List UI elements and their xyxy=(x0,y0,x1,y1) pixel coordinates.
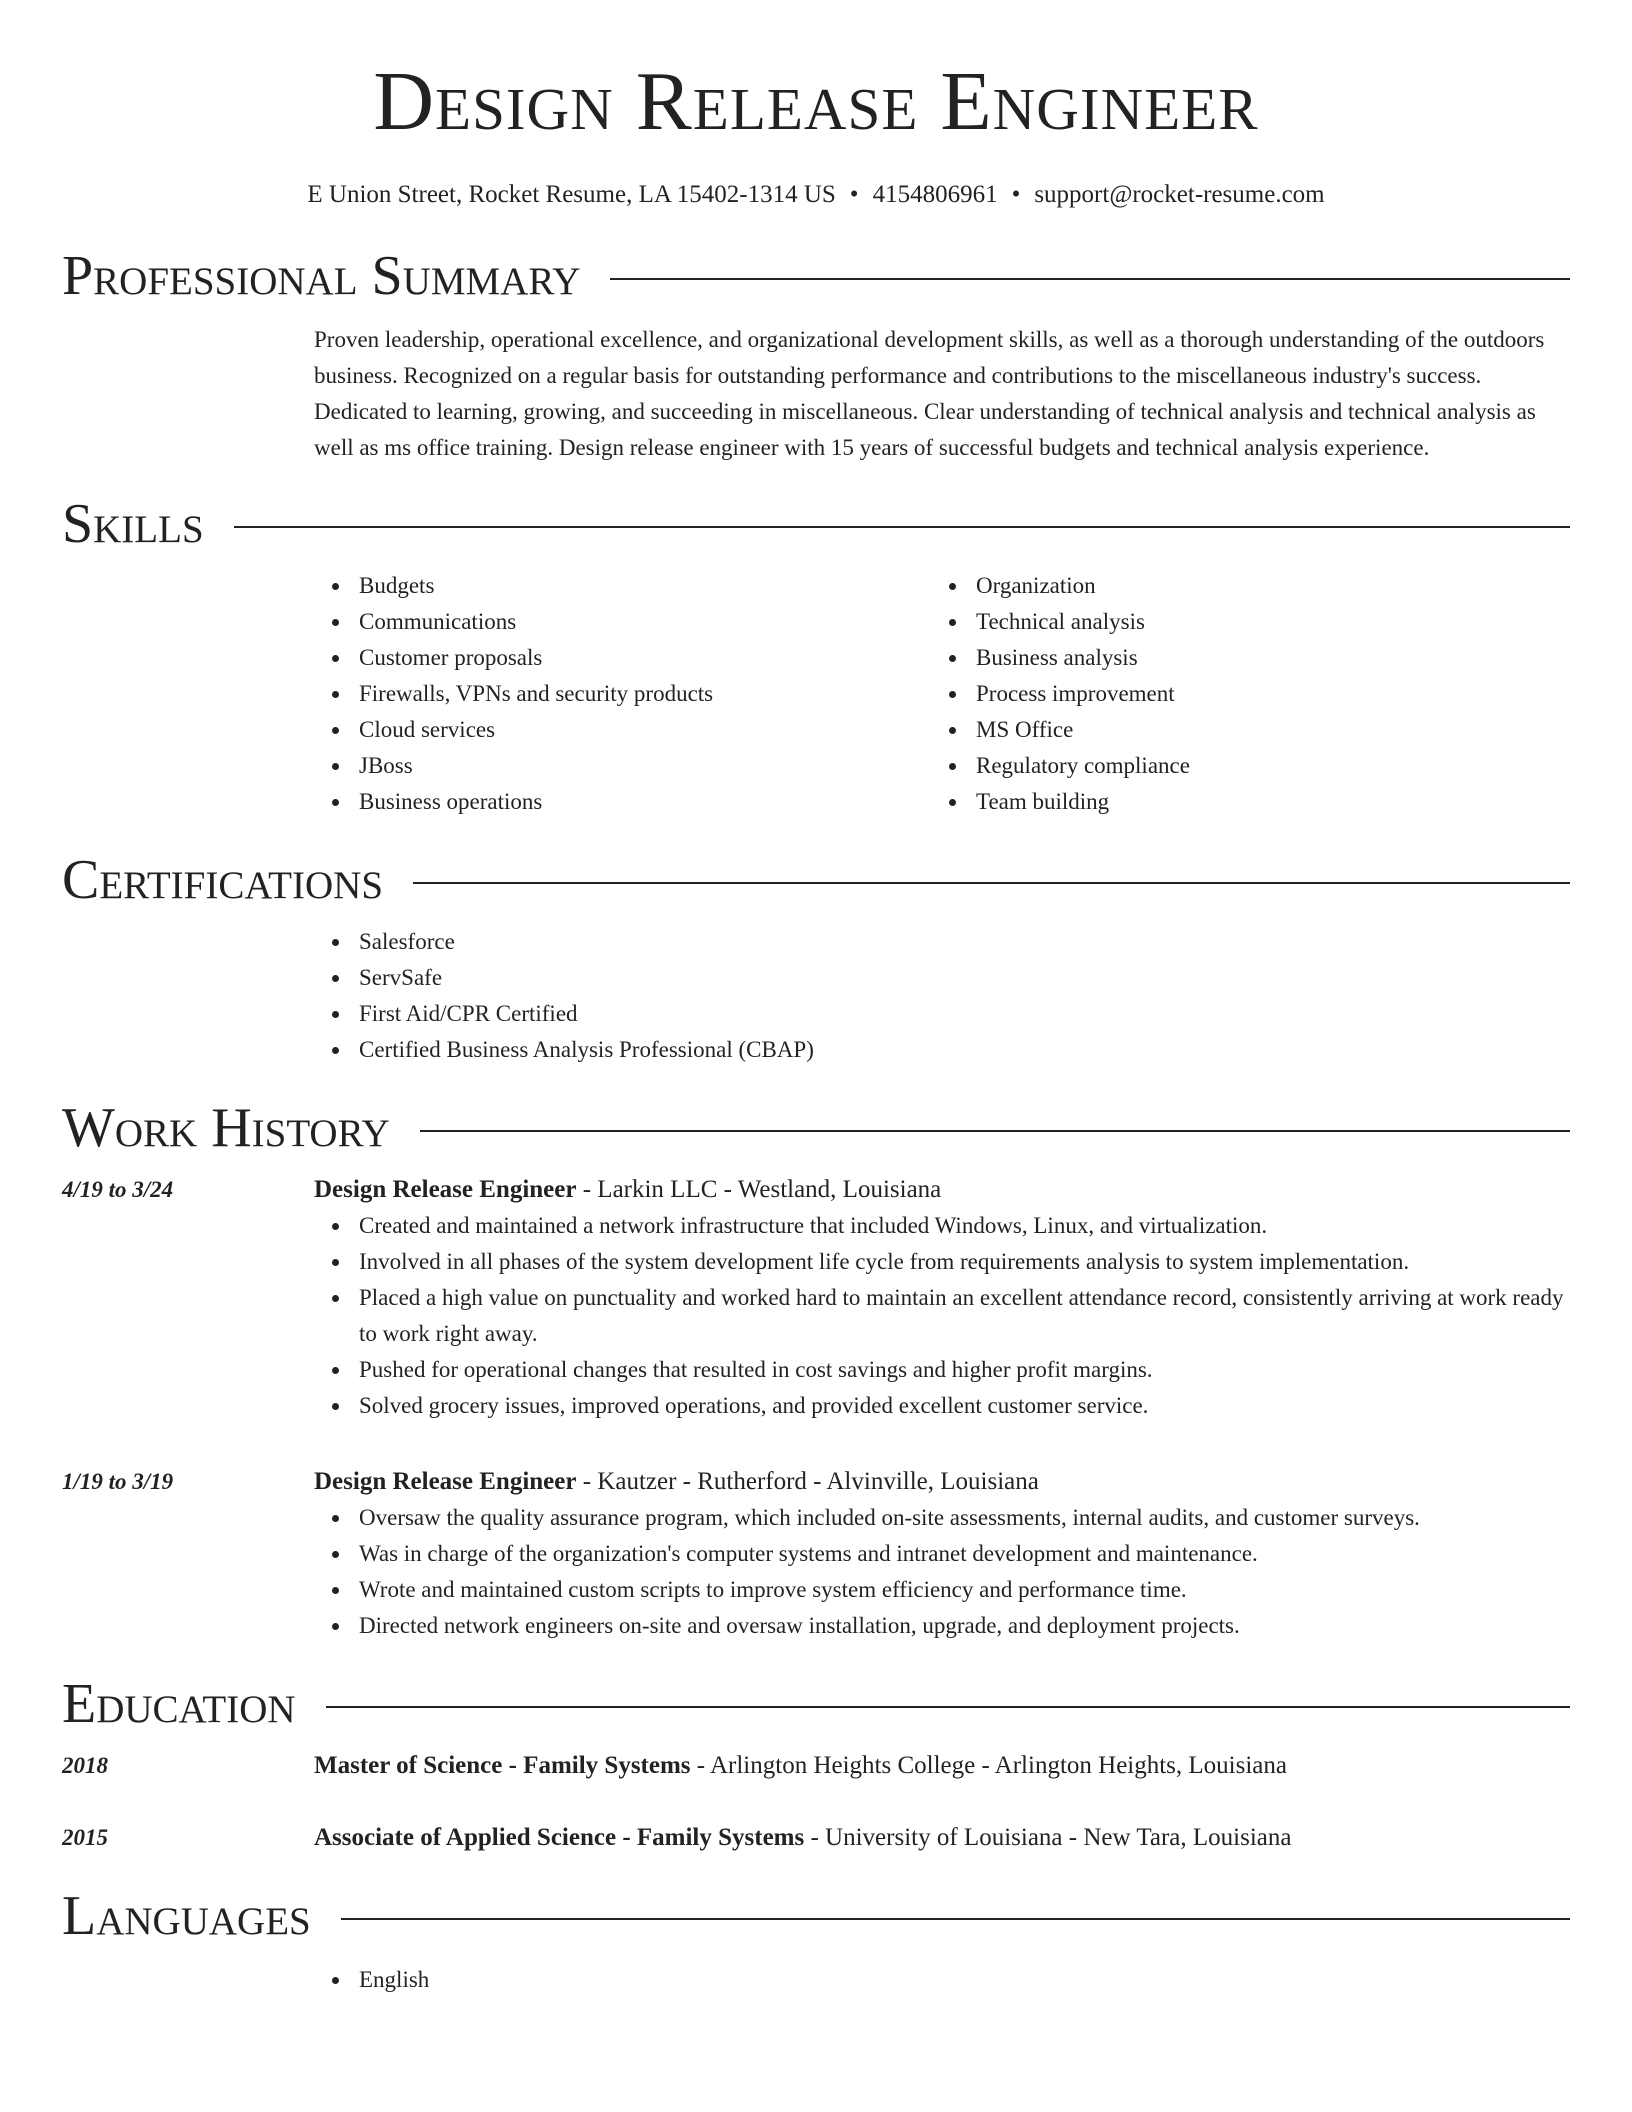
summary-text: Proven leadership, operational excellence, and organizational development skills, as well as a thorough understanding of the outdoors business. Recognized on a regular basis for outstanding performance and contributions to the miscellaneous industry's success. Dedicated to learning, growing, and succeeding in miscellaneous. Clear understanding of technical analysis and technical analysis as well as ms office training. Design release engineer with 15 years of successful budgets and technical analysis experience. xyxy=(314,327,1545,460)
job-entry xyxy=(62,1464,1570,1644)
contact-separator: • xyxy=(849,181,859,208)
education-entry xyxy=(62,1820,1570,1856)
skills-grid xyxy=(314,568,1570,820)
job-entry xyxy=(62,1172,1570,1424)
skills-column-left xyxy=(314,568,931,820)
job-dates: 4/19 to 3/24 xyxy=(62,1177,174,1202)
section-header xyxy=(62,1098,1570,1158)
summary-section xyxy=(62,246,1570,466)
job-bullet: Involved in all phases of the system development life cycle from requirements analysis to system implementation. xyxy=(359,1244,1570,1280)
section-title-skills: Skills xyxy=(62,493,204,555)
job-main xyxy=(314,1464,1570,1644)
section-title-summary: Professional Summary xyxy=(62,245,581,307)
education-degree: Associate of Applied Science - Family Systems xyxy=(314,1824,805,1851)
skill-item: Customer proposals xyxy=(359,640,931,676)
job-company-location: - Larkin LLC - Westland, Louisiana xyxy=(576,1176,942,1203)
job-role: Design Release Engineer xyxy=(314,1176,577,1203)
skill-item: MS Office xyxy=(976,712,1548,748)
languages-list-wrap xyxy=(314,1962,1570,1998)
education-heading xyxy=(314,1820,1291,1856)
education-heading xyxy=(314,1748,1287,1784)
job-bullet: Placed a high value on punctuality and worked hard to maintain an excellent attendance record, consistently arriving at work ready to work right away. xyxy=(359,1280,1570,1352)
language-item: English xyxy=(359,1962,1570,1998)
certifications-list-wrap xyxy=(314,924,1570,1068)
contact-email: support@rocket-resume.com xyxy=(1034,181,1325,208)
section-title-certifications: Certifications xyxy=(62,849,384,911)
section-title-languages: Languages xyxy=(62,1885,311,1947)
certification-item: ServSafe xyxy=(359,960,1570,996)
section-header xyxy=(62,494,1570,554)
education-school-location: - University of Louisiana - New Tara, Louisiana xyxy=(804,1824,1292,1851)
education-section xyxy=(62,1674,1570,1856)
education-year: 2015 xyxy=(62,1825,108,1850)
certification-item: Salesforce xyxy=(359,924,1570,960)
job-heading xyxy=(314,1464,1570,1500)
job-bullets xyxy=(314,1500,1570,1644)
skills-list-left xyxy=(314,568,931,820)
skill-item: Regulatory compliance xyxy=(976,748,1548,784)
job-main xyxy=(314,1172,1570,1424)
job-bullet: Was in charge of the organization's computer systems and intranet development and maintenance. xyxy=(359,1536,1570,1572)
job-bullet: Wrote and maintained custom scripts to improve system efficiency and performance time. xyxy=(359,1572,1570,1608)
languages-section xyxy=(62,1886,1570,1998)
education-degree: Master of Science - Family Systems xyxy=(314,1752,691,1779)
education-year: 2018 xyxy=(62,1753,108,1778)
contact-separator: • xyxy=(1011,181,1021,208)
job-bullet: Pushed for operational changes that resulted in cost savings and higher profit margins. xyxy=(359,1352,1570,1388)
work-history-section xyxy=(62,1098,1570,1644)
section-header xyxy=(62,1674,1570,1734)
skill-item: Firewalls, VPNs and security products xyxy=(359,676,931,712)
skill-item: Business operations xyxy=(359,784,931,820)
section-divider xyxy=(420,1130,1570,1132)
skill-item: Process improvement xyxy=(976,676,1548,712)
contact-address: E Union Street, Rocket Resume, LA 15402-1314 US xyxy=(307,181,836,208)
section-divider xyxy=(610,278,1570,280)
certifications-list xyxy=(314,924,1570,1068)
job-dates: 1/19 to 3/19 xyxy=(62,1469,174,1494)
section-title-education: Education xyxy=(62,1673,296,1735)
section-header xyxy=(62,1886,1570,1946)
job-company-location: - Kautzer - Rutherford - Alvinville, Louisiana xyxy=(576,1468,1039,1495)
section-divider xyxy=(341,1918,1570,1920)
certification-item: Certified Business Analysis Professional (CBAP) xyxy=(359,1032,1570,1068)
certification-item: First Aid/CPR Certified xyxy=(359,996,1570,1032)
skill-item: Organization xyxy=(976,568,1548,604)
job-bullet: Solved grocery issues, improved operations, and provided excellent customer service. xyxy=(359,1388,1570,1424)
skills-section xyxy=(62,494,1570,820)
skill-item: Team building xyxy=(976,784,1548,820)
skill-item: Communications xyxy=(359,604,931,640)
languages-list xyxy=(314,1962,1570,1998)
section-header xyxy=(62,850,1570,910)
skills-column-right xyxy=(931,568,1548,820)
section-header xyxy=(62,246,1570,306)
skills-list-right xyxy=(931,568,1548,820)
skill-item: Budgets xyxy=(359,568,931,604)
contact-phone: 4154806961 xyxy=(872,181,998,208)
job-bullets xyxy=(314,1208,1570,1424)
job-role: Design Release Engineer xyxy=(314,1468,577,1495)
skill-item: Business analysis xyxy=(976,640,1548,676)
education-entry xyxy=(62,1748,1570,1784)
skill-item: JBoss xyxy=(359,748,931,784)
job-heading xyxy=(314,1172,1570,1208)
job-bullet: Oversaw the quality assurance program, which included on-site assessments, internal audits, and customer surveys. xyxy=(359,1500,1570,1536)
skill-item: Cloud services xyxy=(359,712,931,748)
skill-item: Technical analysis xyxy=(976,604,1548,640)
resume-name: Design Release Engineer xyxy=(373,55,1259,148)
certifications-section xyxy=(62,850,1570,1068)
job-bullet: Created and maintained a network infrastructure that included Windows, Linux, and virtualization. xyxy=(359,1208,1570,1244)
job-bullet: Directed network engineers on-site and oversaw installation, upgrade, and deployment projects. xyxy=(359,1608,1570,1644)
section-title-work-history: Work History xyxy=(62,1097,390,1159)
section-divider xyxy=(234,526,1570,528)
section-divider xyxy=(413,882,1570,884)
contact-line xyxy=(62,180,1570,210)
education-school-location: - Arlington Heights College - Arlington Heights, Louisiana xyxy=(690,1752,1287,1779)
section-divider xyxy=(326,1706,1570,1708)
